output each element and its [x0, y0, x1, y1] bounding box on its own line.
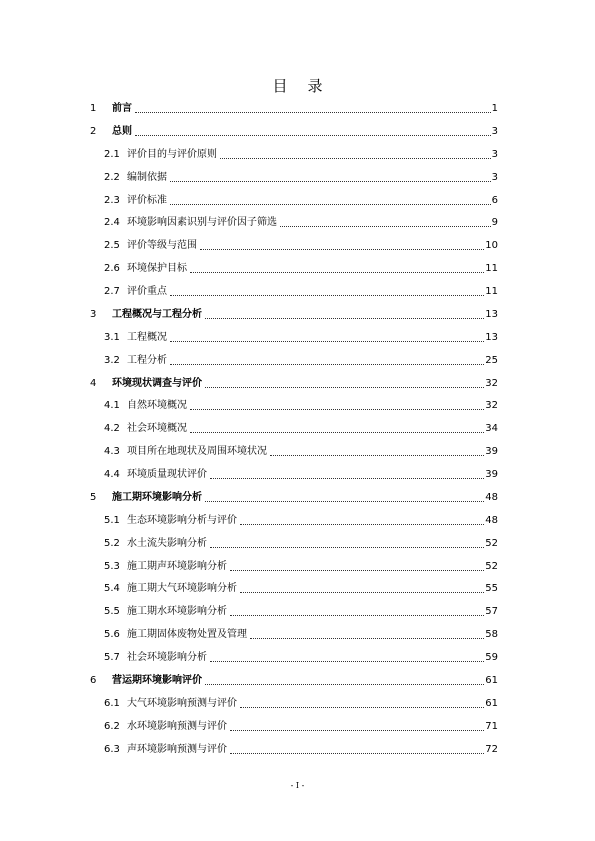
toc-entry-text — [112, 492, 498, 504]
toc-dot-leader — [190, 409, 484, 410]
toc-entry-page: 61 — [485, 697, 498, 709]
toc-entry-page: 11 — [485, 263, 498, 275]
toc-dot-leader — [240, 707, 484, 708]
toc-entry-label: 项目所在地现状及周围环境状况 — [127, 446, 267, 458]
toc-entry-number: 1 — [90, 103, 97, 114]
toc-entry-label: 工程概况 — [127, 331, 167, 343]
toc-entry[interactable] — [0, 417, 595, 435]
toc-entry-label: 施工期大气环境影响分析 — [127, 583, 237, 595]
toc-entry-text — [127, 332, 498, 344]
toc-entry[interactable] — [0, 97, 595, 115]
toc-entry-label: 环境保护目标 — [127, 263, 187, 275]
toc-entry-text — [127, 446, 498, 458]
toc-entry-page: 52 — [485, 537, 498, 549]
toc-dot-leader — [280, 226, 491, 227]
toc-entry-label: 自然环境概况 — [127, 400, 187, 412]
toc-entry-label: 营运期环境影响评价 — [112, 675, 202, 686]
toc-entry-page: 1 — [491, 103, 498, 114]
toc-dot-leader — [200, 249, 484, 250]
toc-entry-text — [127, 400, 498, 412]
toc-dot-leader — [205, 684, 484, 685]
toc-entry-number: 5.7 — [104, 652, 120, 664]
toc-dot-leader — [170, 181, 491, 182]
toc-entry-label: 评价重点 — [127, 286, 167, 298]
toc-entry-text — [127, 606, 498, 618]
toc-dot-leader — [135, 112, 491, 113]
toc-entry-text — [127, 217, 498, 229]
toc-entry-text — [127, 538, 498, 550]
toc-entry-text — [127, 286, 498, 298]
toc-dot-leader — [270, 455, 484, 456]
toc-entry[interactable] — [0, 349, 595, 367]
toc-entry[interactable] — [0, 303, 595, 321]
toc-entry-number: 3.1 — [104, 331, 120, 343]
toc-entry-label: 施工期环境影响分析 — [112, 491, 202, 503]
toc-dot-leader — [240, 524, 484, 525]
toc-dot-leader — [135, 135, 491, 136]
toc-entry-label: 环境现状调查与评价 — [112, 377, 202, 389]
toc-entry-number: 2.1 — [104, 148, 120, 160]
toc-entry-page: 57 — [485, 606, 498, 618]
toc-entry-text — [112, 675, 498, 687]
toc-entry-number: 3 — [90, 308, 97, 320]
toc-entry-label: 编制依据 — [127, 171, 167, 183]
toc-entry-page: 39 — [485, 469, 498, 481]
toc-dot-leader — [230, 753, 484, 754]
toc-entry-text — [127, 195, 498, 207]
toc-entry-text — [112, 309, 498, 321]
toc-dot-leader — [210, 478, 484, 479]
toc-entry-label: 声环境影响预测与评价 — [127, 743, 227, 755]
toc-entry[interactable] — [0, 532, 595, 550]
toc-entry-label: 水环境影响预测与评价 — [127, 720, 227, 732]
toc-entry-number: 4 — [90, 377, 97, 389]
toc-entry[interactable] — [0, 326, 595, 344]
toc-entry-text — [127, 744, 498, 756]
toc-entry-text — [127, 515, 498, 527]
toc-entry[interactable] — [0, 486, 595, 504]
toc-entry-page: 32 — [485, 400, 498, 412]
toc-entry[interactable] — [0, 715, 595, 733]
toc-dot-leader — [170, 295, 484, 296]
toc-entry-page: 59 — [485, 652, 498, 664]
toc-entry[interactable] — [0, 234, 595, 252]
toc-entry-text — [127, 240, 498, 252]
toc-entry-page: 72 — [485, 743, 498, 755]
toc-entry-page: 52 — [485, 560, 498, 572]
toc-entry-page: 13 — [485, 308, 498, 320]
toc-entry-number: 4.4 — [104, 469, 120, 481]
toc-entry-page: 25 — [485, 354, 498, 366]
toc-entry-label: 社会环境影响分析 — [127, 652, 207, 664]
toc-entry[interactable] — [0, 120, 595, 138]
toc-dot-leader — [170, 364, 484, 365]
toc-entry-number: 5.4 — [104, 583, 120, 595]
toc-entry[interactable] — [0, 143, 595, 161]
toc-entry-label: 社会环境概况 — [127, 423, 187, 435]
toc-entry-page: 13 — [485, 331, 498, 343]
toc-entry-number: 5 — [90, 491, 97, 503]
toc-entry-label: 前言 — [112, 103, 132, 114]
toc-entry[interactable] — [0, 738, 595, 756]
toc-entry-number: 5.5 — [104, 606, 120, 618]
toc-entry[interactable] — [0, 280, 595, 298]
toc-entry-label: 大气环境影响预测与评价 — [127, 697, 237, 709]
toc-entry-label: 评价等级与范围 — [127, 240, 197, 252]
toc-entry-text — [127, 629, 498, 641]
toc-entry-page: 71 — [485, 720, 498, 732]
toc-entry-number: 2.3 — [104, 194, 120, 206]
toc-entry-page: 48 — [485, 514, 498, 526]
toc-entry-page: 55 — [485, 583, 498, 595]
toc-entry-page: 9 — [491, 217, 498, 229]
toc-entry-number: 5.6 — [104, 629, 120, 641]
toc-entry-number: 2.2 — [104, 171, 120, 183]
toc-entry-text — [127, 721, 498, 733]
toc-entry-text — [112, 378, 498, 390]
toc-entry-number: 4.2 — [104, 423, 120, 435]
toc-entry-text — [127, 561, 498, 573]
toc-entry[interactable] — [0, 646, 595, 664]
toc-entry[interactable] — [0, 669, 595, 687]
toc-entry-number: 3.2 — [104, 354, 120, 366]
toc-entry-number: 4.3 — [104, 446, 120, 458]
toc-entry-number: 5.2 — [104, 537, 120, 549]
toc-dot-leader — [170, 341, 484, 342]
toc-entry[interactable] — [0, 577, 595, 595]
toc-entry-text — [127, 583, 498, 595]
toc-dot-leader — [250, 638, 484, 639]
toc-entry[interactable] — [0, 257, 595, 275]
toc-entry-number: 4.1 — [104, 400, 120, 412]
toc-entry-label: 总则 — [112, 125, 132, 137]
toc-entry-label: 施工期水环境影响分析 — [127, 606, 227, 618]
toc-dot-leader — [210, 661, 484, 662]
toc-entry[interactable] — [0, 372, 595, 390]
toc-entry[interactable] — [0, 555, 595, 573]
toc-entry-text — [127, 423, 498, 435]
toc-entry-text — [112, 103, 498, 115]
toc-entry-text — [112, 126, 498, 138]
toc-entry[interactable] — [0, 509, 595, 527]
toc-dot-leader — [170, 204, 491, 205]
toc-entry-number: 2.4 — [104, 217, 120, 229]
toc-entry-number: 2.7 — [104, 286, 120, 298]
toc-entry-number: 2 — [90, 125, 97, 137]
toc-entry-page: 6 — [491, 194, 498, 206]
toc-entry-label: 施工期声环境影响分析 — [127, 560, 227, 572]
toc-dot-leader — [205, 501, 484, 502]
toc-entry-label: 水土流失影响分析 — [127, 537, 207, 549]
toc-entry-page: 32 — [485, 377, 498, 389]
toc-entry-label: 生态环境影响分析与评价 — [127, 514, 237, 526]
toc-entry-label: 评价目的与评价原则 — [127, 148, 217, 160]
toc-entry-text — [127, 698, 498, 710]
toc-entry-label: 工程分析 — [127, 354, 167, 366]
toc-entry-page: 48 — [485, 491, 498, 503]
toc-entry[interactable] — [0, 600, 595, 618]
toc-entry-label: 工程概况与工程分析 — [112, 308, 202, 320]
toc-entry-page: 3 — [491, 148, 498, 160]
toc-dot-leader — [190, 432, 484, 433]
toc-entry[interactable] — [0, 440, 595, 458]
toc-entry-label: 施工期固体废物处置及管理 — [127, 629, 247, 641]
toc-entry-page: 58 — [485, 629, 498, 641]
toc-entry[interactable] — [0, 394, 595, 412]
toc-entry-number: 2.5 — [104, 240, 120, 252]
toc-dot-leader — [230, 615, 484, 616]
toc-entry-text — [127, 355, 498, 367]
toc-dot-leader — [230, 570, 484, 571]
toc-dot-leader — [190, 272, 484, 273]
toc-entry-label: 评价标准 — [127, 194, 167, 206]
toc-entry-text — [127, 149, 498, 161]
toc-dot-leader — [240, 592, 484, 593]
page-number-footer: - I - — [290, 781, 305, 790]
toc-dot-leader — [210, 547, 484, 548]
toc-entry[interactable] — [0, 692, 595, 710]
toc-entry[interactable] — [0, 166, 595, 184]
toc-entry-page: 10 — [485, 240, 498, 252]
toc-entry-page: 11 — [485, 286, 498, 298]
toc-entry-text — [127, 263, 498, 275]
toc-entry-page: 39 — [485, 446, 498, 458]
toc-entry-page: 3 — [491, 125, 498, 137]
toc-title: 目录 — [272, 77, 343, 95]
toc-entry-number: 6.2 — [104, 720, 120, 732]
toc-entry[interactable] — [0, 189, 595, 207]
toc-entry-number: 2.6 — [104, 263, 120, 275]
toc-entry-number: 6 — [90, 675, 97, 686]
toc-entry-page: 61 — [485, 675, 498, 686]
toc-entry-number: 6.1 — [104, 697, 120, 709]
toc-entry-number: 5.1 — [104, 514, 120, 526]
toc-entry[interactable] — [0, 463, 595, 481]
toc-entry-number: 5.3 — [104, 560, 120, 572]
toc-entry-label: 环境质量现状评价 — [127, 469, 207, 481]
toc-dot-leader — [205, 318, 484, 319]
toc-dot-leader — [205, 387, 484, 388]
toc-entry-page: 3 — [491, 171, 498, 183]
toc-entry[interactable] — [0, 623, 595, 641]
toc-entry-text — [127, 652, 498, 664]
toc-dot-leader — [230, 730, 484, 731]
toc-entry[interactable] — [0, 211, 595, 229]
toc-dot-leader — [220, 158, 491, 159]
toc-entry-number: 6.3 — [104, 743, 120, 755]
toc-entry-text — [127, 172, 498, 184]
toc-entry-text — [127, 469, 498, 481]
toc-entry-page: 34 — [485, 423, 498, 435]
toc-entry-label: 环境影响因素识别与评价因子筛选 — [127, 217, 277, 229]
